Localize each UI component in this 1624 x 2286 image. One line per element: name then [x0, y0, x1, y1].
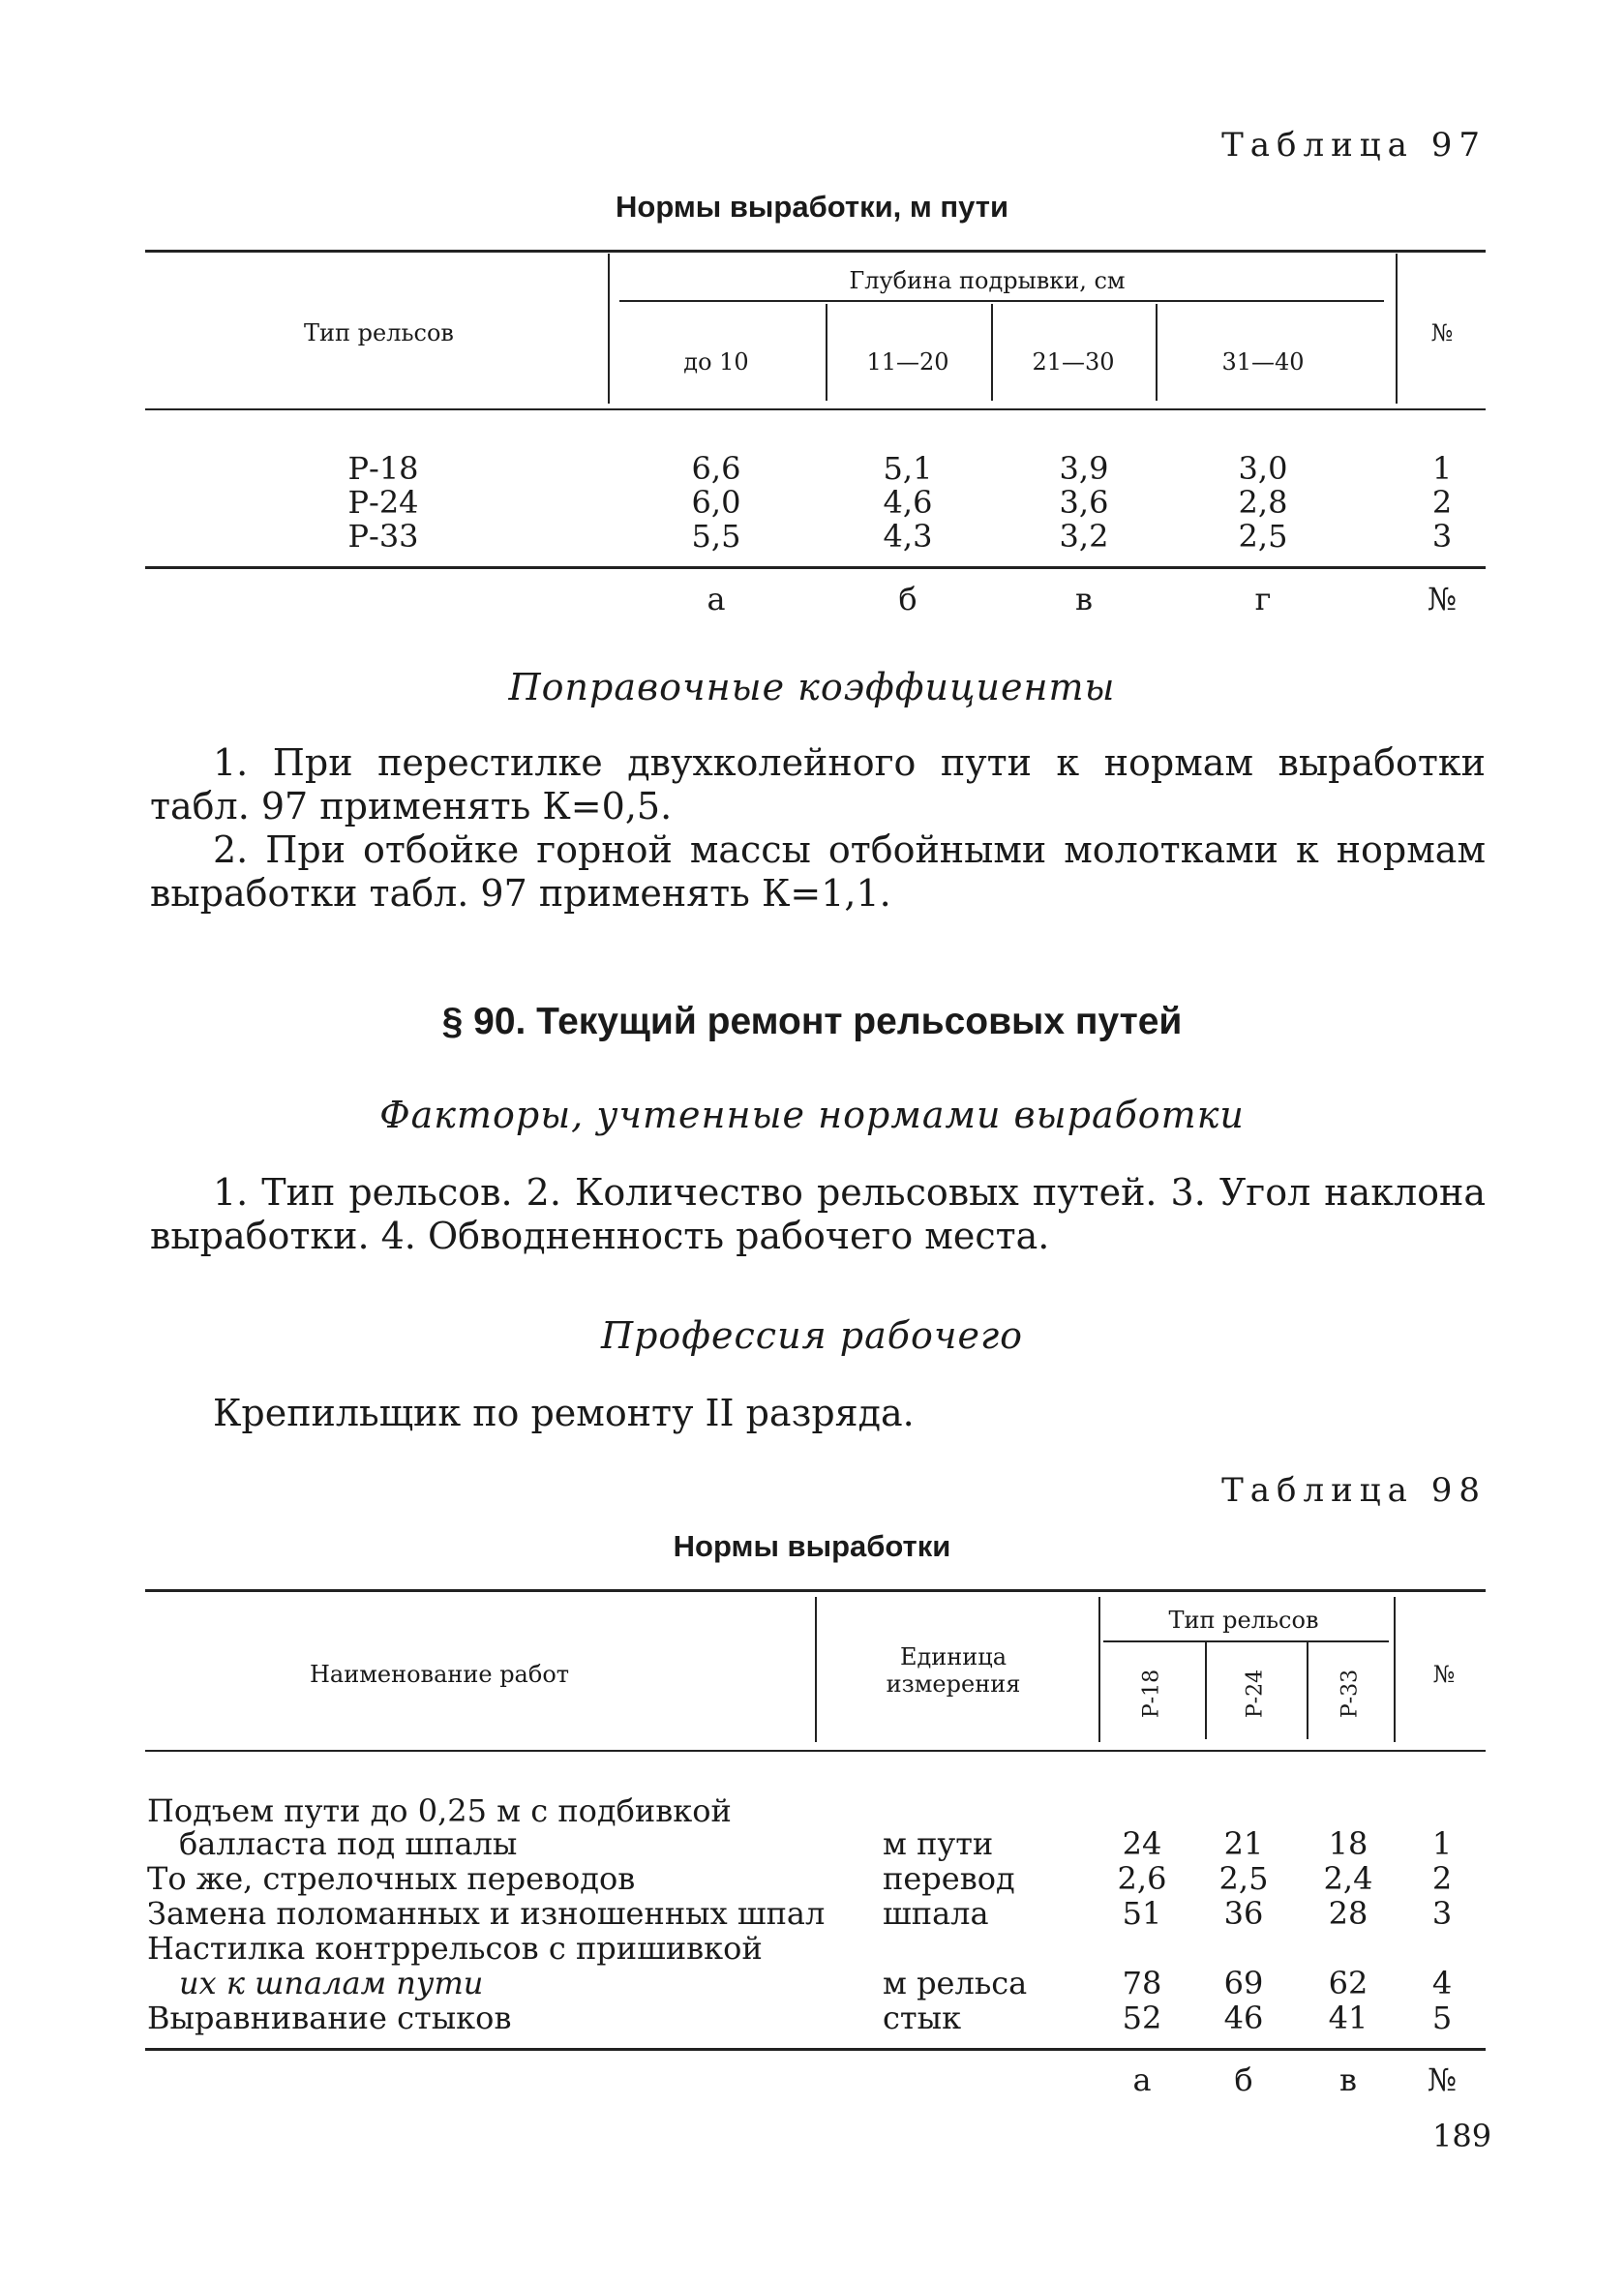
table98-cell: 2,5 [1218, 1860, 1269, 1897]
table97-cell: 3,2 [1059, 518, 1109, 555]
table98-work-name: их к шпалам пути [179, 1965, 484, 2001]
table97-row-num: 3 [1431, 518, 1453, 555]
table98-row-num: 2 [1431, 1860, 1453, 1897]
table97-row-num: 2 [1431, 484, 1453, 521]
table97-cell: 6,6 [691, 450, 741, 487]
table97-footer-letter: б [898, 581, 917, 617]
table98-header-rule [145, 1750, 1486, 1752]
table97-bottom-rule [145, 566, 1486, 569]
table97-vline [608, 254, 610, 404]
table98-bottom-rule [145, 2048, 1486, 2051]
table97-cell: 5,5 [691, 518, 741, 555]
table98-vline [1307, 1642, 1308, 1739]
table97-row-rail: Р-24 [347, 484, 419, 521]
table98-vline [815, 1597, 817, 1742]
table98-work-name: Выравнивание стыков [147, 2000, 512, 2036]
table97-vline [1156, 304, 1158, 401]
table97-cell: 4,3 [883, 518, 933, 555]
table98-work-name: То же, стрелочных переводов [147, 1860, 636, 1897]
table97-header-rule [145, 408, 1486, 410]
table98-group-rule [1103, 1640, 1389, 1642]
corrections-title: Поправочные коэффициенты [508, 666, 1116, 708]
section-heading: § 90. Текущий ремонт рельсовых путей [441, 1001, 1183, 1042]
page-number: 189 [1432, 2118, 1492, 2154]
table97-title: Нормы выработки, м пути [616, 190, 1008, 224]
table98-work-name: Настилка контррельсов с пришивкой [147, 1930, 763, 1967]
table98-cell: 21 [1223, 1825, 1264, 1862]
table98-cell: 78 [1122, 1965, 1162, 2001]
table98-cell: 36 [1223, 1895, 1264, 1932]
table97-cell: 6,0 [691, 484, 741, 521]
table98-cell: 69 [1223, 1965, 1264, 2001]
table97-row-rail: Р-33 [347, 518, 419, 555]
correction-item: 2. При отбойке горной массы отбойными молотками к нормам выработки табл. 97 применять К=1,1. [150, 828, 1486, 915]
table97-vline [991, 304, 993, 401]
table98-top-rule [145, 1589, 1486, 1592]
correction-item: 1. При перестилке двухколейного пути к нормам выработки табл. 97 применять К=0,5. [150, 741, 1486, 827]
table97-header-depth-col: 11—20 [866, 348, 949, 376]
table97-footer-letter: г [1254, 581, 1272, 617]
table97-header-depth-col: 31—40 [1221, 348, 1305, 376]
table97-header-depth-col: до 10 [683, 348, 749, 376]
factors-title: Факторы, учтенные нормами выработки [379, 1094, 1245, 1136]
factors-paragraph: 1. Тип рельсов. 2. Количество рельсовых путей. 3. Угол наклона выработки. 4. Обводненность рабочего места. [150, 1171, 1486, 1257]
table98-cell: 46 [1223, 2000, 1264, 2036]
table97-footer-letter: а [707, 581, 726, 617]
table97-cell: 2,8 [1238, 484, 1288, 521]
table98-footer-letter: б [1234, 2061, 1253, 2098]
table98-cell: 41 [1328, 2000, 1368, 2036]
table97-footer-num: № [1427, 581, 1458, 617]
table98-cell: 62 [1328, 1965, 1368, 2001]
table97-header-depth-group: Глубина подрывки, см [839, 267, 1134, 294]
table97-row-num: 1 [1431, 450, 1453, 487]
table98-cell: 2,6 [1117, 1860, 1167, 1897]
table98-work-name: балласта под шпалы [179, 1825, 518, 1862]
table98-caption: Таблица 98 [1221, 1471, 1487, 1510]
table98-work-name: Замена поломанных и изношенных шпал [147, 1895, 826, 1932]
table98-header-unit: измерения [886, 1670, 1021, 1698]
table97-cell: 5,1 [883, 450, 933, 487]
table97-vline [1396, 254, 1398, 404]
table98-unit: м рельса [883, 1965, 1028, 2001]
table98-header-rail-col: Р-18 [1139, 1669, 1164, 1719]
profession-text: Крепильщик по ремонту II разряда. [213, 1392, 915, 1434]
table98-footer-num: № [1427, 2061, 1458, 2098]
table98-header-work: Наименование работ [310, 1661, 570, 1688]
factors-text [150, 1171, 1486, 1258]
table97-group-rule [619, 300, 1384, 302]
table98-header-rail-col: Р-24 [1243, 1669, 1268, 1719]
table98-row-num: 5 [1431, 2000, 1453, 2036]
table98-title: Нормы выработки [673, 1529, 951, 1563]
table98-work-name: Подъем пути до 0,25 м с подбивкой [147, 1792, 732, 1829]
table97-header-rail-type: Тип рельсов [304, 319, 454, 346]
profession-title: Профессия рабочего [600, 1314, 1024, 1357]
table97-cell: 3,9 [1059, 450, 1109, 487]
corrections-text [150, 741, 1486, 916]
table98-cell: 2,4 [1323, 1860, 1373, 1897]
table97-row-rail: Р-18 [347, 450, 419, 487]
table97-cell: 2,5 [1238, 518, 1288, 555]
table98-vline [1098, 1597, 1100, 1742]
table98-unit: м пути [883, 1825, 994, 1862]
table98-unit: шпала [883, 1895, 989, 1932]
table98-cell: 18 [1328, 1825, 1368, 1862]
table98-header-num: № [1432, 1661, 1456, 1688]
table98-cell: 24 [1122, 1825, 1162, 1862]
table98-vline [1394, 1597, 1396, 1742]
table98-vline [1205, 1642, 1207, 1739]
table98-row-num: 4 [1431, 1965, 1453, 2001]
table98-unit: перевод [883, 1860, 1015, 1897]
table97-header-num: № [1430, 319, 1454, 346]
table98-row-num: 1 [1431, 1825, 1453, 1862]
table97-top-rule [145, 250, 1486, 253]
table97-footer-letter: в [1074, 581, 1094, 617]
table98-footer-letter: а [1132, 2061, 1152, 2098]
table97-vline [826, 304, 827, 401]
table97-header-depth-col: 21—30 [1032, 348, 1115, 376]
table98-header-rail-col: Р-33 [1338, 1669, 1363, 1719]
table97-cell: 3,0 [1238, 450, 1288, 487]
table98-row-num: 3 [1431, 1895, 1453, 1932]
table97-cell: 4,6 [883, 484, 933, 521]
table98-header-unit: Единица [899, 1643, 1007, 1670]
table98-header-rail-group: Тип рельсов [1168, 1607, 1319, 1634]
table98-cell: 52 [1122, 2000, 1162, 2036]
table98-cell: 28 [1328, 1895, 1368, 1932]
table97-caption: Таблица 97 [1221, 126, 1487, 165]
table98-unit: стык [883, 2000, 962, 2036]
table98-footer-letter: в [1338, 2061, 1358, 2098]
table98-cell: 51 [1122, 1895, 1162, 1932]
table97-cell: 3,6 [1059, 484, 1109, 521]
